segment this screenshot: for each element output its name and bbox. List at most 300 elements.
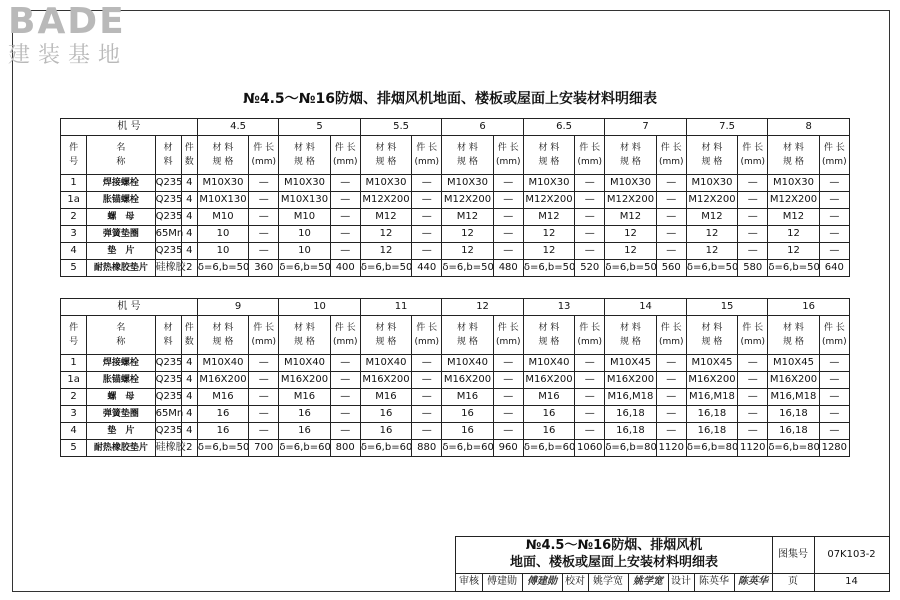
spec-cell: 16 [279, 406, 330, 423]
length-cell: — [575, 389, 605, 406]
spec-cell: M12X200 [768, 192, 819, 209]
length-header [575, 141, 604, 169]
spec-cell: M10X30 [360, 175, 411, 192]
spec-cell: 12 [605, 243, 656, 260]
length-cell: — [738, 389, 768, 406]
spec-header-line1: 材 料 [294, 323, 315, 333]
table-row [61, 389, 850, 406]
spec-header-line1: 材 料 [538, 143, 560, 153]
length-header-line1: 件 长 [823, 143, 845, 153]
length-cell: — [412, 389, 442, 406]
length-cell: — [819, 209, 849, 226]
spec-cell: δ=6,b=50 [686, 260, 737, 277]
count-header [182, 321, 197, 349]
length-cell: 360 [249, 260, 279, 277]
spec-cell: 12 [768, 243, 819, 260]
spec-header-line2: 规 格 [212, 337, 234, 347]
length-cell: — [819, 389, 849, 406]
length-cell: — [330, 192, 360, 209]
length-cell: — [575, 423, 605, 440]
spec-cell: M16 [279, 389, 330, 406]
design-label: 设计 [668, 573, 695, 591]
spec-header-line1: 材 料 [457, 323, 478, 333]
spec-cell: 16 [442, 423, 493, 440]
material-header [156, 141, 181, 169]
spec-header-line2: 规 格 [375, 337, 397, 347]
reviewer-name: 傅建勋 [482, 573, 523, 591]
spec-cell: δ=6,b=80 [686, 440, 737, 457]
spec-cell: M16 [197, 389, 248, 406]
spec-header-line2: 规 格 [783, 157, 804, 167]
length-cell: — [249, 389, 279, 406]
model-header: 7.5 [686, 119, 768, 136]
length-header [249, 141, 278, 169]
spec-cell: M12X200 [442, 192, 493, 209]
check-label: 校对 [562, 573, 589, 591]
length-cell: — [493, 372, 523, 389]
spec-cell: M10X30 [605, 175, 656, 192]
item-material: Q235 [155, 175, 181, 192]
spec-cell: 16,18 [686, 423, 737, 440]
length-cell: — [249, 355, 279, 372]
item-material: 硅橡胶 [155, 440, 181, 457]
length-cell: — [249, 209, 279, 226]
length-cell: — [575, 192, 605, 209]
spec-header-line2: 规 格 [294, 337, 315, 347]
spec-cell: 12 [686, 243, 737, 260]
length-header [494, 141, 523, 169]
item-no-header-line2: 号 [69, 157, 79, 167]
spec-cell: M10X40 [360, 355, 411, 372]
table-row [61, 406, 850, 423]
model-header: 5.5 [360, 119, 442, 136]
spec-header-line2: 规 格 [375, 157, 397, 167]
spec-header-line2: 规 格 [212, 157, 234, 167]
model-header: 6.5 [523, 119, 605, 136]
model-header: 10 [279, 299, 361, 316]
length-cell: 440 [412, 260, 442, 277]
length-header [820, 321, 849, 349]
length-cell: — [249, 226, 279, 243]
item-no: 2 [61, 209, 87, 226]
length-cell: — [575, 175, 605, 192]
length-header-line1: 件 长 [742, 143, 764, 153]
length-cell: 1280 [819, 440, 849, 457]
spec-cell: 16,18 [768, 423, 819, 440]
item-no: 1 [61, 175, 87, 192]
title-block [455, 536, 890, 592]
review-label: 审核 [456, 573, 483, 591]
length-header-line2: (mm) [251, 157, 277, 167]
spec-cell: M10X30 [442, 175, 493, 192]
spec-header-line2: 规 格 [538, 337, 560, 347]
spec-cell: M10X30 [686, 175, 737, 192]
model-header: 9 [197, 299, 278, 316]
length-header-line1: 件 长 [253, 323, 275, 333]
spec-cell: M10 [197, 209, 248, 226]
length-cell: — [249, 372, 279, 389]
spec-cell: δ=6,b=80 [768, 440, 819, 457]
spec-header-line1: 材 料 [294, 143, 315, 153]
spec-cell: M12 [360, 209, 411, 226]
item-name: 胀锚螺栓 [87, 372, 155, 389]
spec-cell: M10X30 [523, 175, 574, 192]
item-qty: 2 [181, 440, 197, 457]
length-header-line1: 件 长 [579, 143, 601, 153]
length-cell: — [330, 209, 360, 226]
length-header-line2: (mm) [658, 157, 684, 167]
item-material: Q235 [155, 423, 181, 440]
item-qty: 2 [181, 260, 197, 277]
length-header [820, 141, 849, 169]
length-cell: — [412, 243, 442, 260]
length-header [412, 321, 441, 349]
spec-cell: 16 [523, 406, 574, 423]
spec-cell: M10X45 [605, 355, 656, 372]
length-cell: — [330, 355, 360, 372]
model-header: 6 [442, 119, 524, 136]
count-header-line1: 件 [184, 323, 194, 333]
length-cell: — [738, 372, 768, 389]
spec-cell: M16 [442, 389, 493, 406]
spec-cell: M12X200 [360, 192, 411, 209]
length-cell: 560 [656, 260, 686, 277]
length-cell: — [412, 226, 442, 243]
spec-cell: M12 [442, 209, 493, 226]
spec-header-line1: 材 料 [375, 143, 397, 153]
item-material: Q235 [155, 355, 181, 372]
length-cell: — [738, 209, 768, 226]
spec-cell: M16,M18 [605, 389, 656, 406]
item-name: 胀锚螺栓 [87, 192, 155, 209]
length-header [412, 141, 441, 169]
length-cell: — [738, 192, 768, 209]
spec-cell: M16X200 [768, 372, 819, 389]
item-no: 4 [61, 423, 87, 440]
spec-header-line1: 材 料 [701, 143, 723, 153]
length-header [738, 321, 767, 349]
length-header-line2: (mm) [414, 337, 439, 347]
spec-header-line2: 规 格 [701, 337, 723, 347]
table-row [61, 226, 850, 243]
spec-cell: δ=6,b=50 [523, 260, 574, 277]
length-cell: — [738, 243, 768, 260]
spec-cell: 16 [197, 406, 248, 423]
spec-cell: 12 [360, 226, 411, 243]
item-no-header-line1: 件 [69, 143, 79, 153]
length-cell: — [330, 406, 360, 423]
page-title: №4.5～№16防烟、排烟风机地面、楼板或屋面上安装材料明细表 [243, 91, 657, 107]
table-row [61, 175, 850, 192]
spec-header [605, 141, 655, 169]
item-no-header [61, 321, 86, 349]
checker-signature: 姚学宽 [628, 573, 669, 591]
item-no-header-line1: 件 [69, 323, 79, 333]
length-cell: — [412, 423, 442, 440]
length-header-line2: (mm) [495, 337, 521, 347]
reviewer-signature: 傅建勋 [522, 573, 563, 591]
length-cell: — [330, 243, 360, 260]
length-header-line1: 件 长 [416, 143, 438, 153]
page-number: 14 [845, 576, 858, 587]
model-header: 5 [279, 119, 361, 136]
spec-cell: 16 [197, 423, 248, 440]
length-cell: — [575, 209, 605, 226]
item-qty: 4 [181, 243, 197, 260]
length-header-line2: (mm) [822, 337, 847, 347]
spec-cell: M10X40 [523, 355, 574, 372]
item-name: 螺 母 [87, 389, 155, 406]
item-material: 65Mn [155, 226, 181, 243]
item-no: 4 [61, 243, 87, 260]
length-header-line2: (mm) [251, 337, 276, 347]
length-header [249, 321, 278, 349]
length-cell: — [575, 226, 605, 243]
logo-subtitle: 建装基地 [8, 43, 129, 68]
length-cell: — [738, 406, 768, 423]
item-no: 1 [61, 355, 87, 372]
spec-cell: M16X200 [686, 372, 737, 389]
length-header-line2: (mm) [414, 157, 440, 167]
table-row [61, 372, 850, 389]
table-row [61, 260, 850, 277]
table-row [61, 355, 850, 372]
spec-cell: 10 [279, 243, 330, 260]
length-cell: — [330, 389, 360, 406]
length-cell: — [412, 406, 442, 423]
item-no: 3 [61, 406, 87, 423]
spec-cell: M12 [605, 209, 656, 226]
item-qty: 4 [181, 389, 197, 406]
length-cell: — [738, 423, 768, 440]
item-material: 65Mn [155, 406, 181, 423]
atlas-no: 07K103-2 [814, 537, 889, 574]
model-header: 4.5 [197, 119, 279, 136]
material-header-line1: 材 [163, 143, 173, 153]
spec-cell: 16,18 [768, 406, 819, 423]
length-header-line1: 件 长 [497, 143, 519, 153]
length-cell: — [656, 192, 686, 209]
spec-cell: M12 [686, 209, 737, 226]
length-header-line2: (mm) [740, 337, 765, 347]
spec-cell: M12 [768, 209, 819, 226]
spec-cell: 12 [523, 243, 574, 260]
spec-header-line1: 材 料 [620, 323, 641, 333]
length-cell: 700 [249, 440, 279, 457]
model-header: 15 [686, 299, 768, 316]
spec-header-line1: 材 料 [538, 323, 560, 333]
spec-header [768, 321, 818, 349]
spec-cell: M10X130 [279, 192, 330, 209]
spec-header-line1: 材 料 [701, 323, 723, 333]
spec-cell: 10 [279, 226, 330, 243]
item-qty: 4 [181, 406, 197, 423]
length-cell: — [819, 175, 849, 192]
length-header [657, 321, 686, 349]
model-header: 11 [360, 299, 442, 316]
item-no: 5 [61, 440, 87, 457]
logo [8, 2, 178, 82]
spec-cell: δ=6,b=60 [360, 440, 411, 457]
length-cell: 880 [412, 440, 442, 457]
spec-cell: 12 [360, 243, 411, 260]
spec-cell: M10X45 [768, 355, 819, 372]
item-no: 3 [61, 226, 87, 243]
length-cell: — [249, 175, 279, 192]
item-material: Q235 [155, 243, 181, 260]
length-cell: — [249, 192, 279, 209]
length-cell: — [656, 423, 686, 440]
item-no: 1a [61, 192, 87, 209]
item-name: 垫 片 [87, 243, 155, 260]
length-header-line2: (mm) [740, 157, 766, 167]
logo-brand: BADE [8, 1, 126, 42]
length-cell: — [738, 226, 768, 243]
title-block-title [456, 537, 773, 574]
length-header-line1: 件 长 [253, 143, 275, 153]
length-cell: 1060 [575, 440, 605, 457]
spec-header [524, 141, 574, 169]
length-cell: — [656, 355, 686, 372]
item-no: 1a [61, 372, 87, 389]
item-no: 5 [61, 260, 87, 277]
spec-cell: M16X200 [360, 372, 411, 389]
spec-header-line2: 规 格 [783, 337, 804, 347]
length-header [657, 141, 686, 169]
item-name: 螺 母 [87, 209, 155, 226]
length-cell: — [412, 175, 442, 192]
spec-cell: 16 [523, 423, 574, 440]
item-name: 耐热橡胶垫片 [87, 260, 155, 277]
spec-cell: δ=6,b=60 [523, 440, 574, 457]
length-header [738, 141, 767, 169]
signature-row [456, 573, 889, 591]
spec-header-line1: 材 料 [783, 143, 804, 153]
table-row [61, 440, 850, 457]
length-cell: 1120 [656, 440, 686, 457]
spec-header-line2: 规 格 [457, 157, 478, 167]
spec-header-line2: 规 格 [294, 157, 315, 167]
spec-cell: M16X200 [605, 372, 656, 389]
spec-header [279, 321, 329, 349]
length-cell: — [493, 175, 523, 192]
spec-cell: M10X30 [197, 175, 248, 192]
material-table-2 [60, 298, 850, 457]
machine-no-header: 机 号 [61, 119, 198, 136]
spec-header-line1: 材 料 [375, 323, 397, 333]
model-header: 13 [523, 299, 605, 316]
item-no: 2 [61, 389, 87, 406]
item-qty: 4 [181, 372, 197, 389]
spec-cell: M10X40 [197, 355, 248, 372]
designer-signature: 陈英华 [734, 573, 773, 591]
item-name: 焊接螺栓 [87, 355, 155, 372]
length-header-line2: (mm) [332, 337, 358, 347]
spec-cell: M16X200 [523, 372, 574, 389]
length-cell: — [330, 175, 360, 192]
length-cell: 480 [493, 260, 523, 277]
length-header [494, 321, 523, 349]
spec-header [768, 141, 818, 169]
spec-cell: M10X130 [197, 192, 248, 209]
length-header-line1: 件 长 [660, 323, 682, 333]
material-header-line2: 料 [163, 337, 173, 347]
length-cell: — [575, 406, 605, 423]
spec-header-line2: 规 格 [538, 157, 560, 167]
length-cell: — [493, 355, 523, 372]
name-header-line1: 名 [116, 143, 126, 153]
spec-cell: δ=6,b=50 [768, 260, 819, 277]
length-cell: — [819, 192, 849, 209]
length-cell: 400 [330, 260, 360, 277]
length-cell: — [575, 355, 605, 372]
model-header: 7 [605, 119, 687, 136]
length-cell: — [819, 423, 849, 440]
count-header-line2: 数 [184, 337, 194, 347]
length-cell: 520 [575, 260, 605, 277]
spec-header [605, 321, 655, 349]
length-cell: — [412, 209, 442, 226]
item-name: 焊接螺栓 [87, 175, 155, 192]
item-qty: 4 [181, 192, 197, 209]
length-cell: — [249, 243, 279, 260]
length-cell: 1120 [738, 440, 768, 457]
length-cell: — [330, 226, 360, 243]
material-header-line1: 材 [163, 323, 173, 333]
length-header-line1: 件 长 [334, 143, 356, 153]
spec-cell: 12 [442, 226, 493, 243]
spec-cell: M10X45 [686, 355, 737, 372]
length-cell: — [575, 372, 605, 389]
item-no-header-line2: 号 [69, 337, 79, 347]
spec-cell: 16 [360, 406, 411, 423]
spec-cell: δ=6,b=50 [605, 260, 656, 277]
spec-cell: 12 [686, 226, 737, 243]
length-cell: — [656, 372, 686, 389]
spec-header [524, 321, 574, 349]
spec-cell: M12X200 [523, 192, 574, 209]
length-header-line2: (mm) [332, 157, 358, 167]
length-header-line1: 件 长 [742, 323, 764, 333]
spec-header-line1: 材 料 [783, 323, 804, 333]
length-header-line2: (mm) [658, 337, 684, 347]
length-header-line2: (mm) [495, 157, 521, 167]
spec-header-line1: 材 料 [212, 323, 234, 333]
table-row [61, 423, 850, 440]
length-cell: — [575, 243, 605, 260]
model-header: 16 [768, 299, 850, 316]
model-header: 14 [605, 299, 687, 316]
item-name: 弹簧垫圈 [87, 406, 155, 423]
item-name: 弹簧垫圈 [87, 226, 155, 243]
designer-name: 陈英华 [694, 573, 735, 591]
model-header: 8 [768, 119, 850, 136]
length-header-line1: 件 长 [497, 323, 519, 333]
length-cell: — [819, 243, 849, 260]
spec-header [361, 141, 411, 169]
length-header [575, 321, 604, 349]
name-header-line2: 称 [116, 157, 126, 167]
spec-header-line2: 规 格 [620, 157, 641, 167]
length-cell: 960 [493, 440, 523, 457]
title-block-title-line1: №4.5～№16防烟、排烟风机 [525, 538, 703, 553]
spec-cell: δ=6,b=60 [442, 440, 493, 457]
spec-cell: M12X200 [686, 192, 737, 209]
length-cell: — [330, 423, 360, 440]
length-cell: — [738, 355, 768, 372]
spec-cell: M16X200 [197, 372, 248, 389]
spec-cell: 12 [605, 226, 656, 243]
